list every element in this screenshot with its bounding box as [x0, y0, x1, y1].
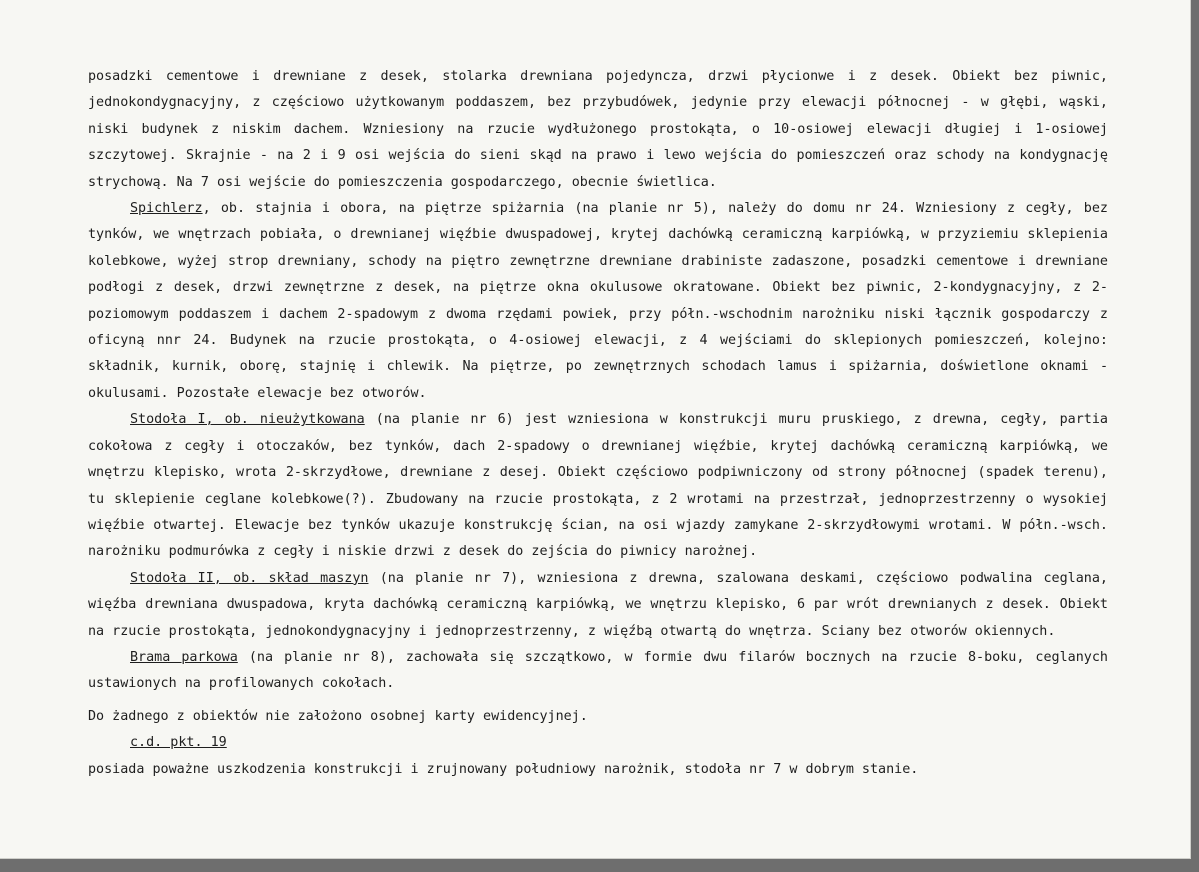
- section-heading-barn-1: Stodoła I, ob. nieużytkowana: [130, 412, 365, 428]
- continuation-heading: c.d. pkt. 19: [130, 735, 227, 751]
- section-heading-park-gate: Brama parkowa: [130, 649, 238, 665]
- continuation-text: posiada poważne uszkodzenia konstrukcji i zrujnowany południowy narożnik, stodoła nr 7 w dobrym stanie.: [88, 761, 919, 777]
- paragraph-park-gate: [88, 645, 1108, 698]
- paragraph-barn-1: [88, 407, 1108, 565]
- paragraph-text: (na planie nr 7), wzniesiona z drewna, szalowana deskami, częściowo podwalina ceglana, więźba drewniana dwuspadowa, kryta dachówką ceramiczną karpiówką, we wnętrzu klepisko, 6 par wrót drewnianych z desek. Obiekt na rzucie prostokąta, jednokondygnacyjny i jednoprzestrzenny, z więźbą otwartą do wnętrza. Sciany bez otworów okiennych.: [88, 570, 1108, 639]
- typewritten-text: [88, 64, 1108, 783]
- paragraph-barn-2: [88, 566, 1108, 645]
- section-heading-granary: Spichlerz: [130, 201, 203, 217]
- paragraph-text: posadzki cementowe i drewniane z desek, stolarka drewniana pojedyncza, drzwi płycionwe i z desek. Obiekt bez piwnic, jednokondygnacyjny, z częściowo użytkowanym poddaszem, bez przybudówek, jedynie przy elewacji północnej - w głębi, wąski, niski budynek z niskim dachem. Wzniesiony na rzucie wydłużonego prostokąta, o 10-osiowej elewacji długiej i 1-osiowej szczytowej. Skrajnie - na 2 i 9 osi wejścia do sieni skąd na prawo i lewo wejścia do pomieszczeń oraz schody na kondygnację strychową. Na 7 osi wejście do pomieszczenia gospodarczego, obecnie świetlica.: [88, 69, 1108, 190]
- continuation-label: [88, 730, 1108, 756]
- paragraph-text: , ob. stajnia i obora, na piętrze spiżarnia (na planie nr 5), należy do domu nr 24. Wzniesiony z cegły, bez tynków, we wnętrzach pobiała, o drewnianej więźbie dwuspadowej, krytej dachówką ceramiczną karpiówką, w przyziemiu sklepienia kolebkowe, wyżej strop drewniany, schody na piętro zewnętrzne drewniane drabiniste zadaszone, posadzki cementowe i drewniane podłogi z desek, drzwi zewnętrzne z desek, na piętrze okna okulusowe okratowane. Obiekt bez piwnic, 2-kondygnacyjny, z 2-poziomowym poddaszem i dachem 2-spadowym z dwoma rzędami powiek, przy półn.-wschodnim narożniku niski łącznik gospodarczy z oficyną nnr 24. Budynek na rzucie prostokąta, o 4-osiowej elewacji, z 4 wejściami do sklepionych pomieszczeń, kolejno: składnik, kurnik, oborę, stajnię i chlewik. Na piętrze, po zewnętrznych schodach lamus i spiżarnia, doświetlone oknami - okulusami. Pozostałe elewacje bez otworów.: [88, 201, 1108, 401]
- paragraph-granary: [88, 196, 1108, 407]
- paragraph-text: (na planie nr 8), zachowała się szczątkowo, w formie dwu filarów bocznych na rzucie 8-boku, ceglanych ustawionych na profilowanych cokołach.: [88, 649, 1108, 692]
- note-no-separate-card: Do żadnego z obiektów nie założono osobnej karty ewidencyjnej.: [88, 708, 588, 724]
- section-heading-barn-2: Stodoła II, ob. skład maszyn: [130, 570, 369, 586]
- paragraph-text: (na planie nr 6) jest wzniesiona w konstrukcji muru pruskiego, z drewna, cegły, partia cokołowa z cegły i otoczaków, bez tynków, dach 2-spadowy o drewnianej więźbie, krytej dachówką ceramiczną karpiówką, we wnętrzu klepisko, wrota 2-skrzydłowe, drewniane z desej. Obiekt częściowo podpiwniczony od strony północnej (spadek terenu), tu sklepienie ceglane kolebkowe(?). Zbudowany na rzucie prostokąta, z 2 wrotami na przestrzał, jednoprzestrzenny o wysokiej więźbie otwartej. Elewacje bez tynków ukazuje konstrukcję ścian, na osi wjazdy zamykane 2-skrzydłowymi wrotami. W półn.-wsch. narożniku podmurówka z cegły i niskie drzwi z desek do zejścia do piwnicy narożnej.: [88, 412, 1108, 560]
- paragraph-dwelling-description: [88, 64, 1108, 196]
